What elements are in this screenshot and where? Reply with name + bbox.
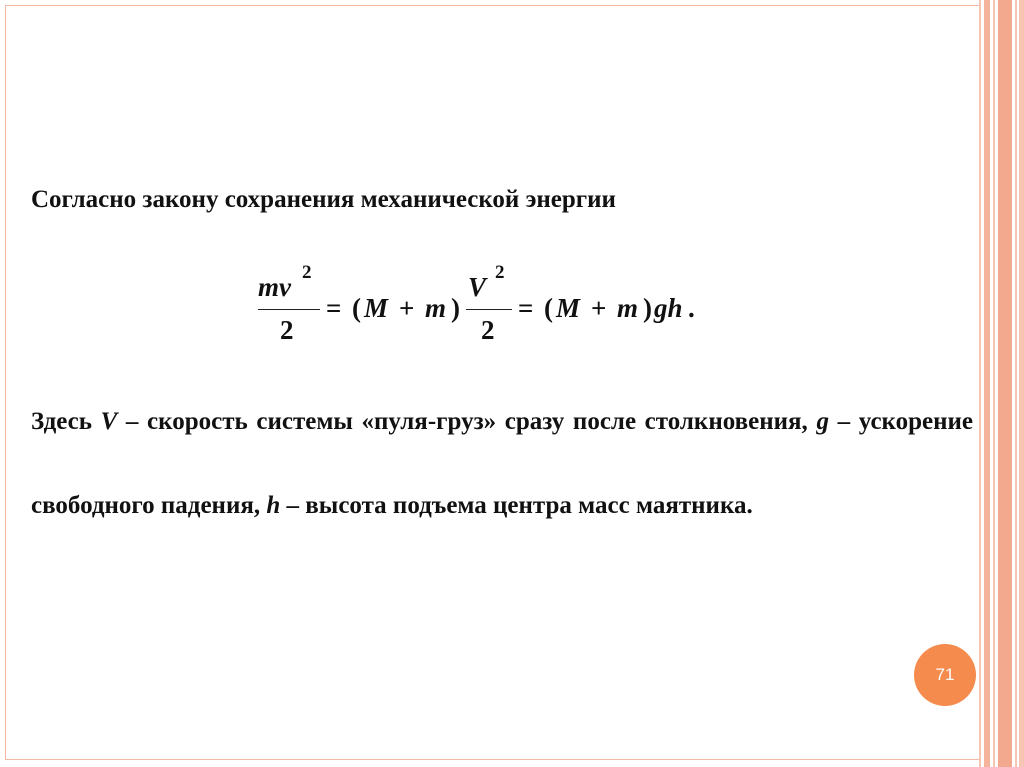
frame-bottom-line — [5, 759, 980, 760]
formula-mass-m: m — [425, 293, 447, 323]
frame-left-line — [5, 5, 6, 760]
formula-mass-M: M — [364, 293, 389, 323]
right-stripe — [1019, 0, 1024, 767]
paragraph-text: Здесь — [31, 408, 101, 435]
formula-gh: gh — [654, 293, 683, 323]
formula-fraction-line — [466, 309, 512, 310]
slide-heading: Согласно закону сохранения механической энергии — [31, 186, 616, 213]
right-stripe — [984, 0, 990, 767]
formula-mass-m: m — [617, 293, 639, 323]
formula-lhs-numerator: mv — [258, 272, 291, 302]
formula-plus: + — [591, 293, 607, 323]
height-symbol: h — [266, 492, 281, 519]
paragraph-text: – ускорение свободного падения, — [31, 408, 974, 519]
right-stripe — [1015, 0, 1017, 767]
paragraph-text: – скорость системы «пуля-груз» сразу после столкновения, — [117, 408, 817, 435]
gravity-symbol: g — [816, 408, 829, 435]
velocity-symbol: V — [100, 408, 118, 435]
formula-paren-open: ( — [544, 293, 553, 323]
formula-plus: + — [399, 293, 415, 323]
formula-paren-close: ) — [643, 293, 652, 323]
right-stripe — [993, 0, 995, 767]
formula-mid-numerator: V — [468, 272, 487, 302]
formula-lhs-exponent: 2 — [302, 262, 312, 283]
right-stripe — [998, 0, 1012, 767]
formula-equals: = — [326, 293, 342, 323]
formula-mid-denominator: 2 — [481, 315, 495, 345]
energy-formula — [258, 262, 718, 352]
frame-top-line — [5, 5, 980, 6]
formula-period: . — [688, 293, 695, 323]
explanation-paragraph — [31, 380, 973, 548]
formula-mass-M: M — [556, 293, 581, 323]
formula-lhs-denominator: 2 — [280, 315, 294, 345]
formula-paren-open: ( — [352, 293, 361, 323]
page-number-badge: 71 — [914, 644, 976, 706]
formula-paren-close: ) — [451, 293, 460, 323]
formula-equals: = — [518, 293, 534, 323]
right-stripe — [979, 0, 981, 767]
paragraph-text: – высота подъема центра масс маятника. — [280, 492, 753, 519]
formula-mid-exponent: 2 — [495, 262, 505, 283]
formula-fraction-line — [258, 309, 320, 310]
